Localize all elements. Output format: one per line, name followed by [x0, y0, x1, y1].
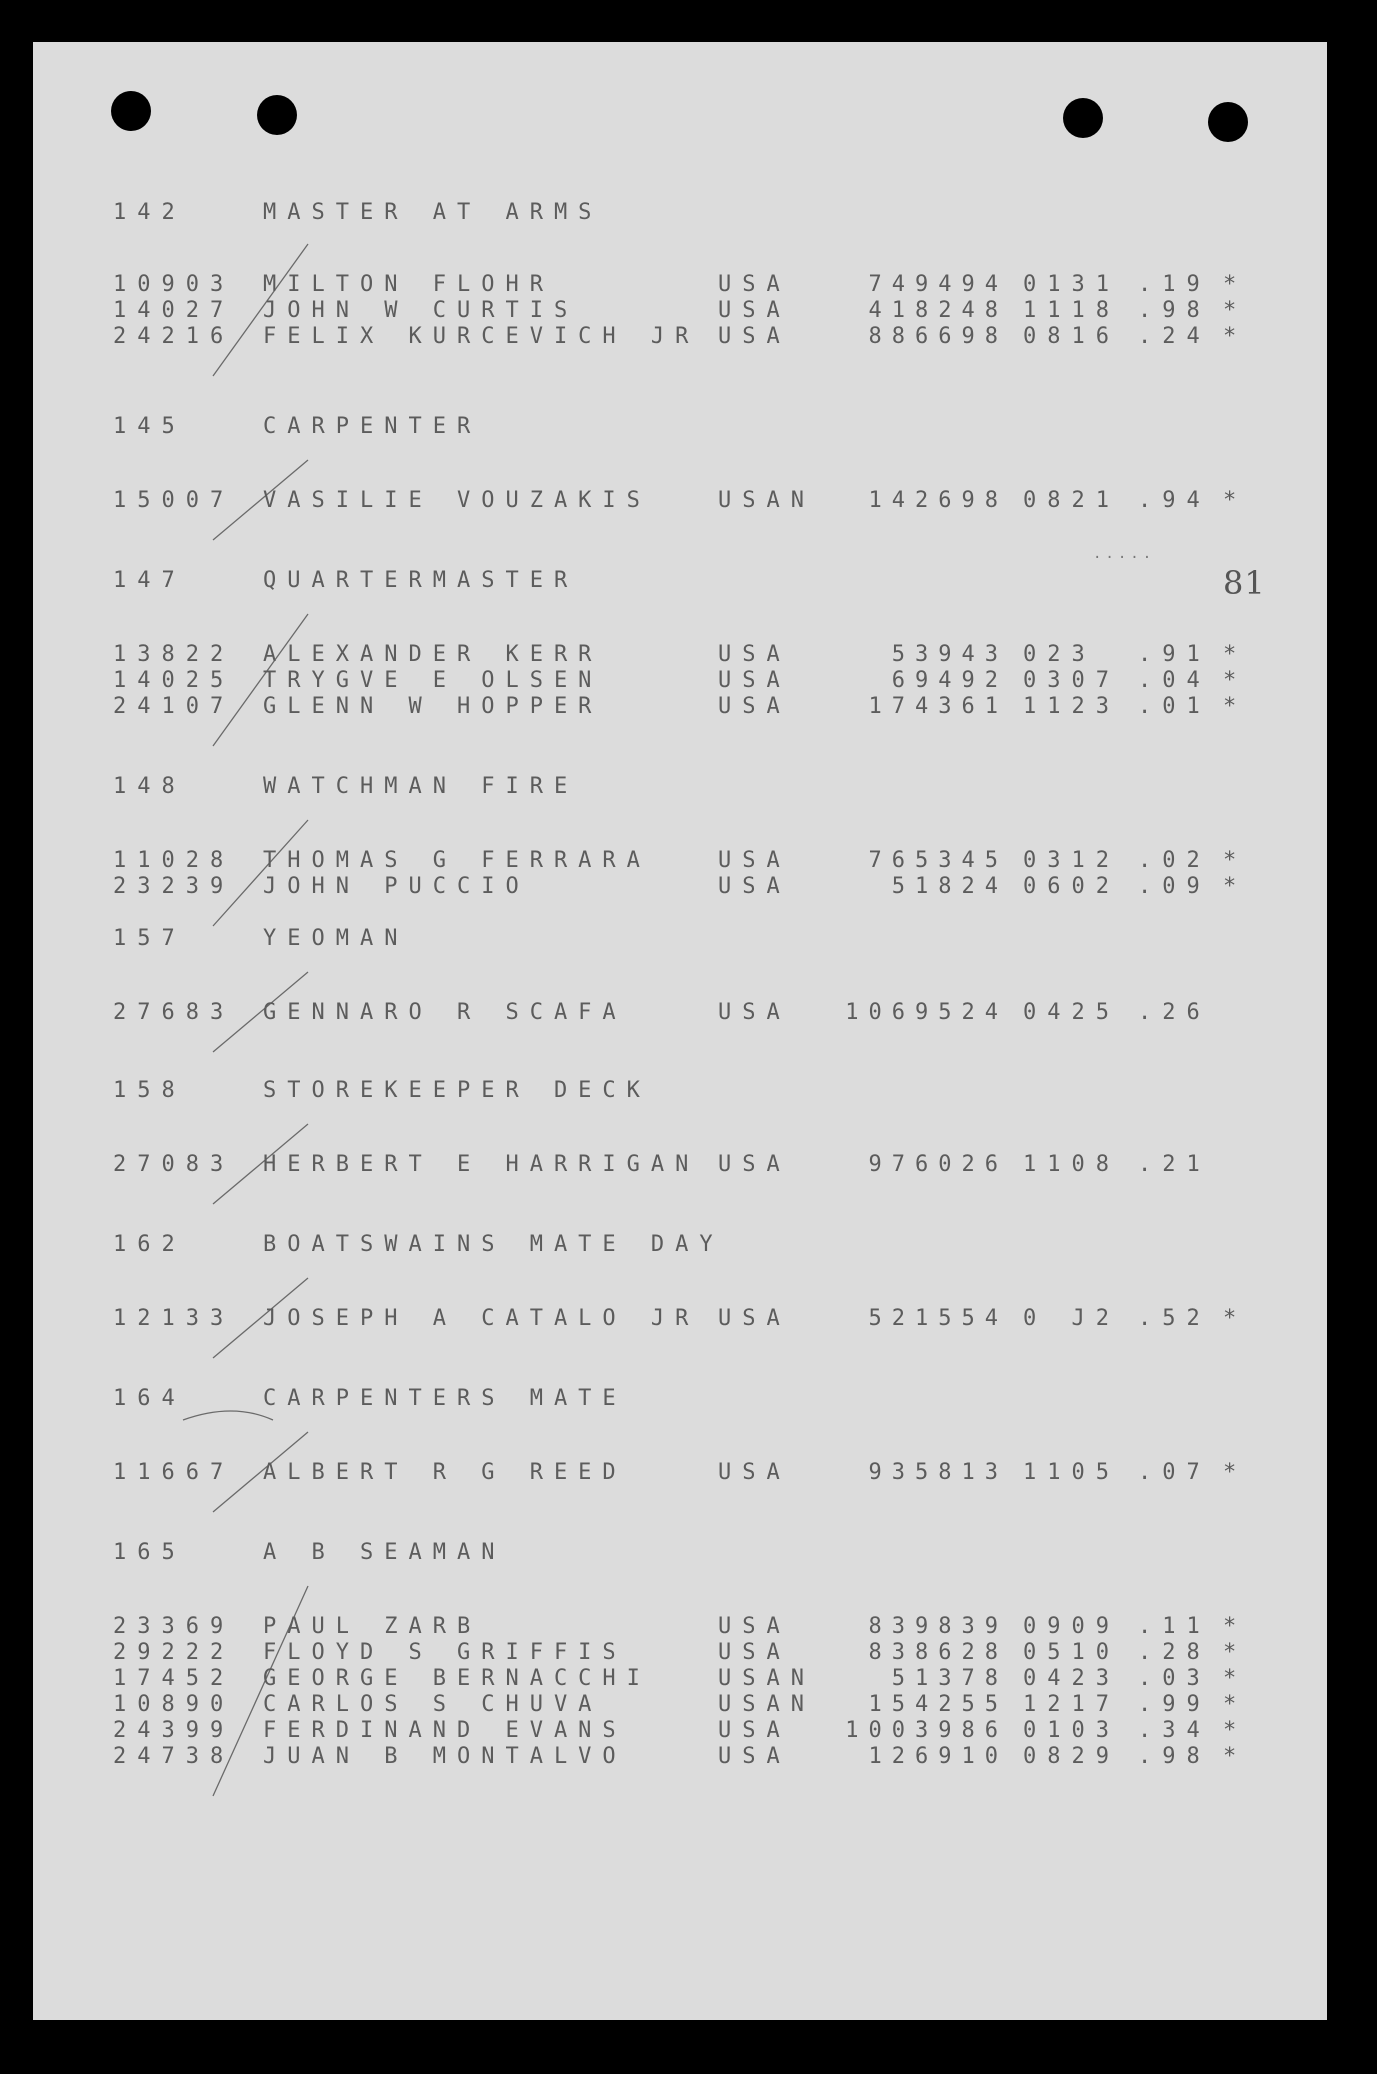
- crew-value: .09: [1138, 874, 1211, 899]
- crew-citizenship: USA: [718, 1000, 791, 1025]
- crew-value: .99: [1138, 1692, 1211, 1717]
- crew-code: 0602: [1023, 874, 1120, 899]
- crew-citizenship: USA: [718, 1460, 791, 1485]
- crew-value: .91: [1138, 642, 1211, 667]
- crew-citizenship: USA: [718, 1640, 791, 1665]
- crew-id: 24107: [113, 694, 235, 719]
- crew-citizenship: USAN: [718, 1666, 815, 1691]
- crew-code: 0425: [1023, 1000, 1120, 1025]
- crew-mark: *: [1223, 668, 1248, 693]
- crew-citizenship: USA: [718, 324, 791, 349]
- crew-id: 14025: [113, 668, 235, 693]
- crew-number: 935813: [868, 1460, 1008, 1485]
- crew-code: 0510: [1023, 1640, 1120, 1665]
- crew-code: 0829: [1023, 1744, 1120, 1769]
- crew-name: CARLOS S CHUVA: [263, 1692, 603, 1717]
- crew-number: 69492: [891, 668, 1008, 693]
- crew-value: .98: [1138, 298, 1211, 323]
- crew-value: .98: [1138, 1744, 1211, 1769]
- crew-code: 0307: [1023, 668, 1120, 693]
- crew-number: 174361: [868, 694, 1008, 719]
- crew-id: 23239: [113, 874, 235, 899]
- crew-value: .07: [1138, 1460, 1211, 1485]
- crew-citizenship: USA: [718, 848, 791, 873]
- crew-mark: *: [1223, 848, 1248, 873]
- crew-number: 976026: [868, 1152, 1008, 1177]
- crew-name: GLENN W HOPPER: [263, 694, 603, 719]
- crew-number: 521554: [868, 1306, 1008, 1331]
- crew-number: 51378: [891, 1666, 1008, 1691]
- crew-name: JOHN W CURTIS: [263, 298, 579, 323]
- crew-citizenship: USA: [718, 874, 791, 899]
- crew-name: HERBERT E HARRIGAN: [263, 1152, 700, 1177]
- crew-code: 0909: [1023, 1614, 1120, 1639]
- crew-number: 839839: [868, 1614, 1008, 1639]
- section-number: 147: [113, 568, 186, 593]
- crew-id: 24216: [113, 324, 235, 349]
- section-title: CARPENTERS MATE: [263, 1386, 627, 1411]
- crew-code: 1217: [1023, 1692, 1120, 1717]
- crew-citizenship: USA: [718, 272, 791, 297]
- crew-id: 15007: [113, 488, 235, 513]
- crew-value: .11: [1138, 1614, 1211, 1639]
- crew-id: 11028: [113, 848, 235, 873]
- section-title: BOATSWAINS MATE DAY: [263, 1232, 724, 1257]
- crew-citizenship: USA: [718, 1718, 791, 1743]
- crew-name: VASILIE VOUZAKIS: [263, 488, 651, 513]
- crew-mark: *: [1223, 1460, 1248, 1485]
- crew-code: 0423: [1023, 1666, 1120, 1691]
- crew-number: 838628: [868, 1640, 1008, 1665]
- crew-code: 1118: [1023, 298, 1120, 323]
- crew-mark: *: [1223, 298, 1248, 323]
- crew-name: FELIX KURCEVICH JR: [263, 324, 700, 349]
- crew-mark: *: [1223, 272, 1248, 297]
- crew-number: 142698: [868, 488, 1008, 513]
- crew-name: GEORGE BERNACCHI: [263, 1666, 651, 1691]
- page-mark: 81: [1223, 564, 1266, 602]
- section-title: CARPENTER: [263, 414, 482, 439]
- crew-value: .24: [1138, 324, 1211, 349]
- crew-citizenship: USA: [718, 668, 791, 693]
- crew-number: 765345: [868, 848, 1008, 873]
- crew-mark: *: [1223, 1640, 1248, 1665]
- section-title: QUARTERMASTER: [263, 568, 579, 593]
- section-title: WATCHMAN FIRE: [263, 774, 579, 799]
- pencil-dots: .....: [1093, 546, 1156, 562]
- crew-name: JOHN PUCCIO: [263, 874, 530, 899]
- crew-mark: *: [1223, 1614, 1248, 1639]
- crew-number: 886698: [868, 324, 1008, 349]
- crew-id: 13822: [113, 642, 235, 667]
- crew-citizenship: USA: [718, 298, 791, 323]
- section-number: 157: [113, 926, 186, 951]
- crew-citizenship: USAN: [718, 1692, 815, 1717]
- crew-number: 1069524: [845, 1000, 1008, 1025]
- crew-value: .03: [1138, 1666, 1211, 1691]
- crew-name: FLOYD S GRIFFIS: [263, 1640, 627, 1665]
- crew-code: 1108: [1023, 1152, 1120, 1177]
- crew-mark: *: [1223, 1744, 1248, 1769]
- crew-id: 27083: [113, 1152, 235, 1177]
- crew-number: 126910: [868, 1744, 1008, 1769]
- crew-mark: *: [1223, 488, 1248, 513]
- crew-mark: *: [1223, 1718, 1248, 1743]
- crew-number: 53943: [891, 642, 1008, 667]
- crew-id: 10903: [113, 272, 235, 297]
- crew-code: 0131: [1023, 272, 1120, 297]
- document-page: [33, 42, 1327, 2020]
- pen-slash: [213, 820, 308, 926]
- crew-name: THOMAS G FERRARA: [263, 848, 651, 873]
- crew-number: 418248: [868, 298, 1008, 323]
- crew-value: .01: [1138, 694, 1211, 719]
- crew-value: .94: [1138, 488, 1211, 513]
- crew-citizenship: USA: [718, 1744, 791, 1769]
- crew-id: 17452: [113, 1666, 235, 1691]
- crew-number: 749494: [868, 272, 1008, 297]
- crew-citizenship: USA: [718, 642, 791, 667]
- crew-name: GENNARO R SCAFA: [263, 1000, 627, 1025]
- crew-mark: *: [1223, 642, 1248, 667]
- crew-citizenship: USA: [718, 1152, 791, 1177]
- crew-code: 0816: [1023, 324, 1120, 349]
- crew-code: 1123: [1023, 694, 1120, 719]
- crew-id: 24738: [113, 1744, 235, 1769]
- crew-number: 154255: [868, 1692, 1008, 1717]
- crew-name: ALEXANDER KERR: [263, 642, 603, 667]
- crew-name: JOSEPH A CATALO JR: [263, 1306, 700, 1331]
- section-number: 162: [113, 1232, 186, 1257]
- crew-value: .28: [1138, 1640, 1211, 1665]
- crew-citizenship: USA: [718, 1306, 791, 1331]
- crew-code: 0 J2: [1023, 1306, 1120, 1331]
- crew-value: .26: [1138, 1000, 1211, 1025]
- crew-id: 27683: [113, 1000, 235, 1025]
- crew-mark: *: [1223, 1666, 1248, 1691]
- crew-name: JUAN B MONTALVO: [263, 1744, 627, 1769]
- crew-number: 1003986: [845, 1718, 1008, 1743]
- crew-code: 1105: [1023, 1460, 1120, 1485]
- section-title: A B SEAMAN: [263, 1540, 506, 1565]
- crew-value: .34: [1138, 1718, 1211, 1743]
- crew-id: 14027: [113, 298, 235, 323]
- crew-id: 23369: [113, 1614, 235, 1639]
- section-title: STOREKEEPER DECK: [263, 1078, 651, 1103]
- crew-name: TRYGVE E OLSEN: [263, 668, 603, 693]
- crew-mark: *: [1223, 1692, 1248, 1717]
- crew-code: 0312: [1023, 848, 1120, 873]
- crew-name: MILTON FLOHR: [263, 272, 554, 297]
- crew-code: 0103: [1023, 1718, 1120, 1743]
- section-number: 142: [113, 200, 186, 225]
- crew-name: ALBERT R G REED: [263, 1460, 627, 1485]
- section-number: 148: [113, 774, 186, 799]
- section-number: 164: [113, 1386, 186, 1411]
- section-number: 165: [113, 1540, 186, 1565]
- crew-code: 0821: [1023, 488, 1120, 513]
- pen-stroke: [183, 1411, 273, 1420]
- crew-value: .04: [1138, 668, 1211, 693]
- crew-name: FERDINAND EVANS: [263, 1718, 627, 1743]
- section-title: YEOMAN: [263, 926, 409, 951]
- crew-citizenship: USA: [718, 1614, 791, 1639]
- crew-id: 11667: [113, 1460, 235, 1485]
- crew-value: .02: [1138, 848, 1211, 873]
- section-number: 158: [113, 1078, 186, 1103]
- crew-id: 29222: [113, 1640, 235, 1665]
- crew-value: .21: [1138, 1152, 1211, 1177]
- crew-number: 51824: [891, 874, 1008, 899]
- crew-value: .52: [1138, 1306, 1211, 1331]
- crew-id: 10890: [113, 1692, 235, 1717]
- crew-mark: *: [1223, 1306, 1248, 1331]
- crew-citizenship: USA: [718, 694, 791, 719]
- crew-mark: *: [1223, 694, 1248, 719]
- section-number: 145: [113, 414, 186, 439]
- crew-value: .19: [1138, 272, 1211, 297]
- crew-mark: *: [1223, 324, 1248, 349]
- crew-code: 023: [1023, 642, 1096, 667]
- section-title: MASTER AT ARMS: [263, 200, 603, 225]
- crew-id: 24399: [113, 1718, 235, 1743]
- crew-id: 12133: [113, 1306, 235, 1331]
- crew-citizenship: USAN: [718, 488, 815, 513]
- crew-name: PAUL ZARB: [263, 1614, 482, 1639]
- crew-mark: *: [1223, 874, 1248, 899]
